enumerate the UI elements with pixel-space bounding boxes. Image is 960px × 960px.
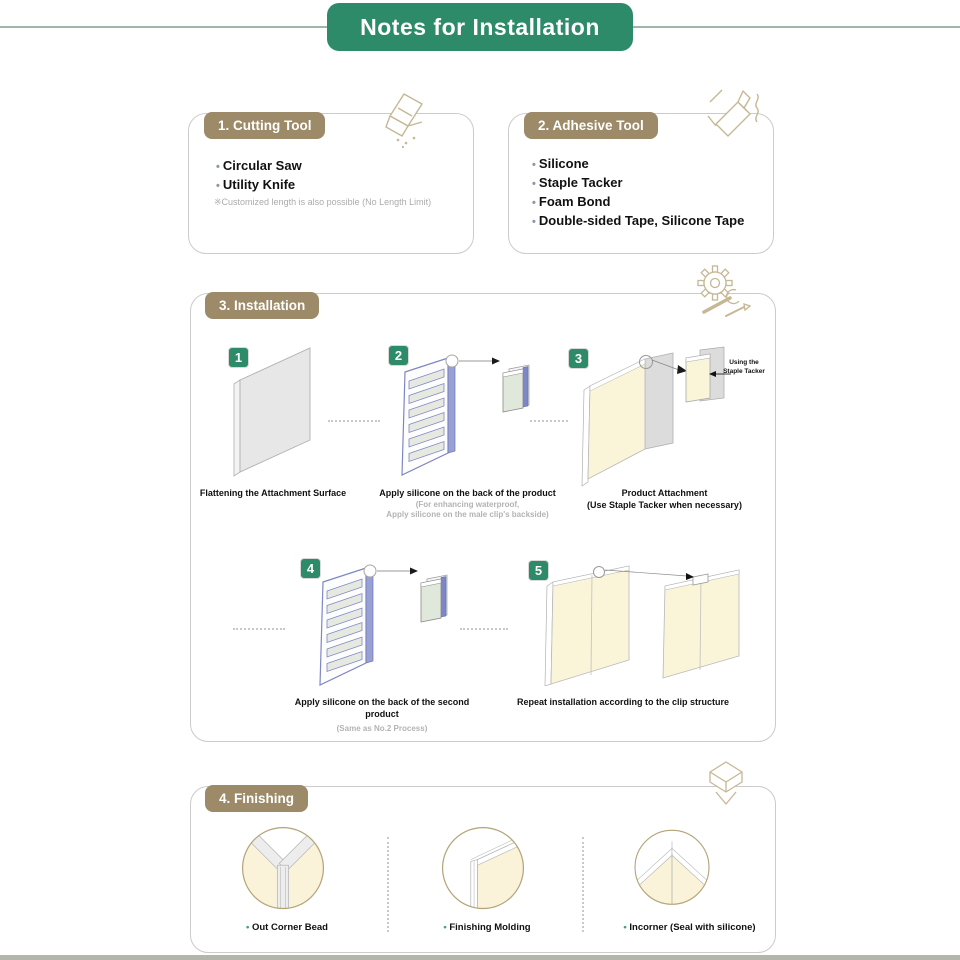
- step-badge-1: 1: [228, 347, 249, 368]
- out-corner-bead-diagram: [236, 822, 330, 916]
- annotation-line: Staple Tacker: [723, 368, 765, 375]
- adhesive-tool-list: [532, 155, 744, 231]
- cutting-note: ※Customized length is also possible (No Length Limit): [214, 197, 432, 207]
- cutting-tool-list: [216, 157, 302, 195]
- caption-line: (Use Staple Tacker when necessary): [587, 499, 742, 510]
- list-item: • Foam Bond: [532, 193, 744, 212]
- gear-wrench-icon: [690, 262, 756, 322]
- step4-caption: [277, 697, 487, 734]
- step4-silicone-panel-illustration: [300, 560, 450, 695]
- installation-label: 3. Installation: [205, 292, 319, 319]
- header-line-right: [633, 26, 960, 28]
- page-title: Notes for Installation: [360, 13, 600, 40]
- step-badge-2: 2: [388, 345, 409, 366]
- caption-line: Apply silicone on the back of the second product: [294, 697, 470, 719]
- caption-subline: (For enhancing waterproof,: [415, 499, 520, 509]
- finishing-caption-out-corner: • Out Corner Bead: [217, 922, 357, 933]
- divider-dotted: [328, 420, 380, 422]
- corner-molding-icon: [700, 758, 758, 812]
- finishing-molding-diagram: [436, 822, 530, 916]
- step-badge-5: 5: [528, 560, 549, 581]
- list-item: • Circular Saw: [216, 157, 302, 176]
- cutting-tool-label: 1. Cutting Tool: [204, 112, 325, 139]
- incorner-diagram: [629, 826, 715, 912]
- page-bottom-band: [0, 955, 960, 960]
- caption-subline: (Same as No.2 Process): [336, 724, 428, 733]
- list-item: • Utility Knife: [216, 176, 302, 195]
- page-title-banner: [327, 3, 633, 51]
- caption-line: Product Attachment: [621, 488, 708, 498]
- divider-dotted-vertical: [582, 837, 584, 932]
- staple-tacker-annotation: [716, 358, 772, 376]
- step2-caption: [375, 488, 560, 520]
- divider-dotted: [460, 628, 508, 630]
- step-badge-3: 3: [568, 348, 589, 369]
- divider-dotted: [530, 420, 568, 422]
- adhesive-tool-label: 2. Adhesive Tool: [524, 112, 658, 139]
- divider-dotted: [233, 628, 285, 630]
- header-line-left: [0, 26, 327, 28]
- annotation-line: Using the: [729, 359, 759, 366]
- finishing-caption-molding: • Finishing Molding: [412, 922, 562, 933]
- utility-knife-icon: [378, 92, 440, 148]
- list-item: • Staple Tacker: [532, 174, 744, 193]
- step5-repeat-illustration: [543, 556, 753, 686]
- step-badge-4: 4: [300, 558, 321, 579]
- caption-subline: Apply silicone on the male clip's backside): [386, 509, 549, 519]
- finishing-label: 4. Finishing: [205, 785, 308, 812]
- step1-caption: Flattening the Attachment Surface: [199, 488, 347, 498]
- divider-dotted-vertical: [387, 837, 389, 932]
- step2-silicone-panel-illustration: [382, 350, 532, 485]
- list-item: • Silicone: [532, 155, 744, 174]
- step5-caption: Repeat installation according to the clip structure: [516, 697, 730, 707]
- silicone-tube-icon: [700, 86, 764, 148]
- finishing-caption-incorner: • Incorner (Seal with silicone): [607, 922, 772, 933]
- list-item: • Double-sided Tape, Silicone Tape: [532, 212, 744, 231]
- step3-caption: [572, 488, 757, 511]
- caption-line: Apply silicone on the back of the product: [379, 488, 556, 498]
